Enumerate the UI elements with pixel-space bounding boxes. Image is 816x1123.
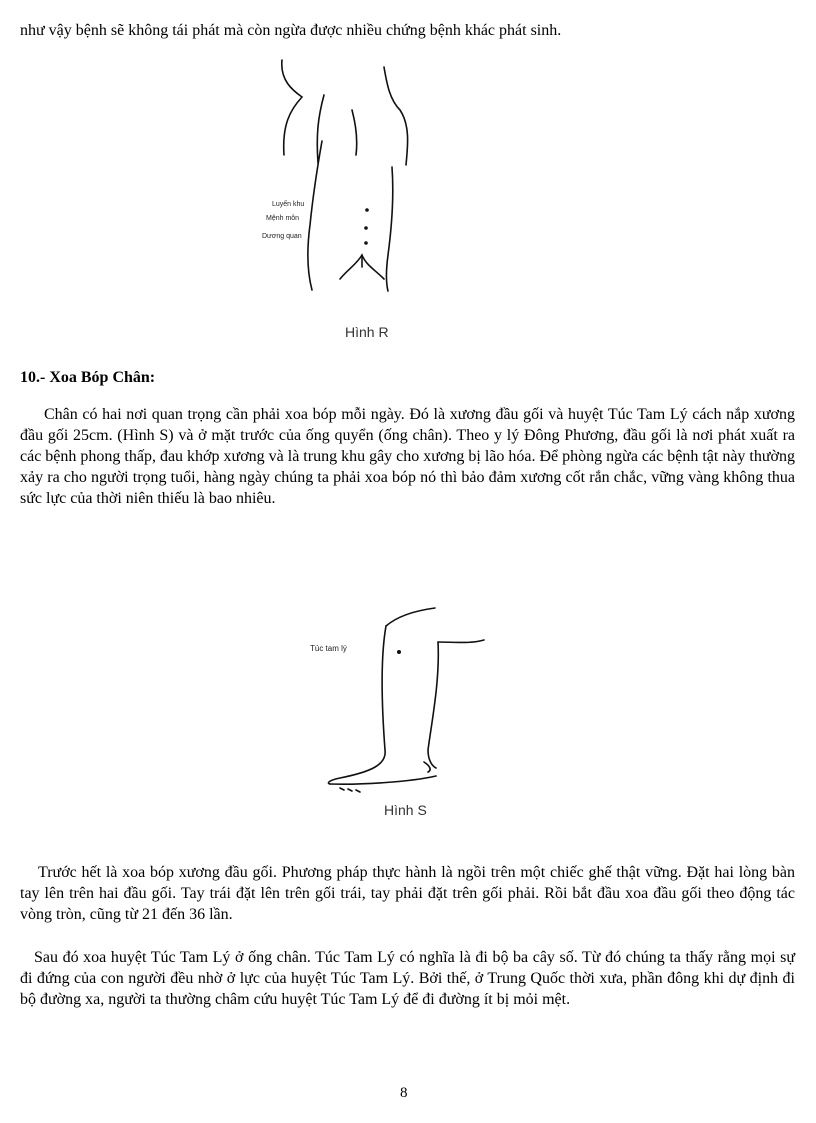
label-menh-mon: Mệnh môn [266,215,300,222]
section-heading: 10.- Xoa Bóp Chân: [20,369,156,386]
figure-leg-illustration [300,600,490,800]
figure-r-caption: Hình R [345,324,389,340]
intro-line: như vậy bệnh sẽ không tái phát mà còn ngừa được nhiều chứng bệnh khác phát sinh. [20,22,562,39]
paragraph-2: Trước hết là xoa bóp xương đầu gối. Phương pháp thực hành là ngồi trên một chiếc ghế thật vững. Đặt hai lòng bàn tay lên trên hai đầu gối. Tay trái đặt lên trên gối trái, tay phải đặt trên gối phải. Rồi bắt đầu xoa đầu gối theo động tác vòng tròn, cũng từ 21 đến 36 lần. [20,864,795,923]
figure-s-caption: Hình S [384,802,427,818]
label-duong-quan: Dương quan [262,233,302,240]
label-luyen-khu: Luyến khu [272,201,305,208]
paragraph-3: Sau đó xoa huyệt Túc Tam Lý ở ống chân. Túc Tam Lý có nghĩa là đi bộ ba cây số. Từ đó chúng ta thấy rằng mọi sự đi đứng của con người đều nhờ ở lực của huyệt Túc Tam Lý. Bởi thế, ở Trung Quốc thời xưa, phần đông khi dự định đi bộ đường xa, người ta thường châm cứu huyệt Túc Tam Lý để đi đường ít bị mỏi mệt. [20,949,795,1008]
leg-drawing [300,600,490,800]
figure-back-illustration [252,55,422,295]
acupoint-dot [397,650,401,654]
acupoint-dot [364,226,368,230]
acupoint-dot [365,208,369,212]
acupoint-dot [364,241,368,245]
page-number: 8 [400,1085,408,1101]
paragraph-1: Chân có hai nơi quan trọng cần phải xoa bóp mỗi ngày. Đó là xương đầu gối và huyệt Túc Tam Lý cách nắp xương đầu gối 25cm. (Hình S) và ở mặt trước của ống quyển (ống chân). Theo y lý Đông Phương, đầu gối là nơi phát xuất ra các bệnh phong thấp, đau khớp xương và là trung khu gây cho xương bị lão hóa. Để phòng ngừa các bệnh tật này thường xảy ra cho người trọng tuổi, hàng ngày chúng ta phải xoa bóp nó thì bảo đảm xương cốt rắn chắc, vững vàng không thua sức lực của thời niên thiếu là bao nhiêu. [20,406,796,507]
back-drawing [252,55,422,295]
label-tuc-tam-ly: Túc tam lý [310,644,347,653]
